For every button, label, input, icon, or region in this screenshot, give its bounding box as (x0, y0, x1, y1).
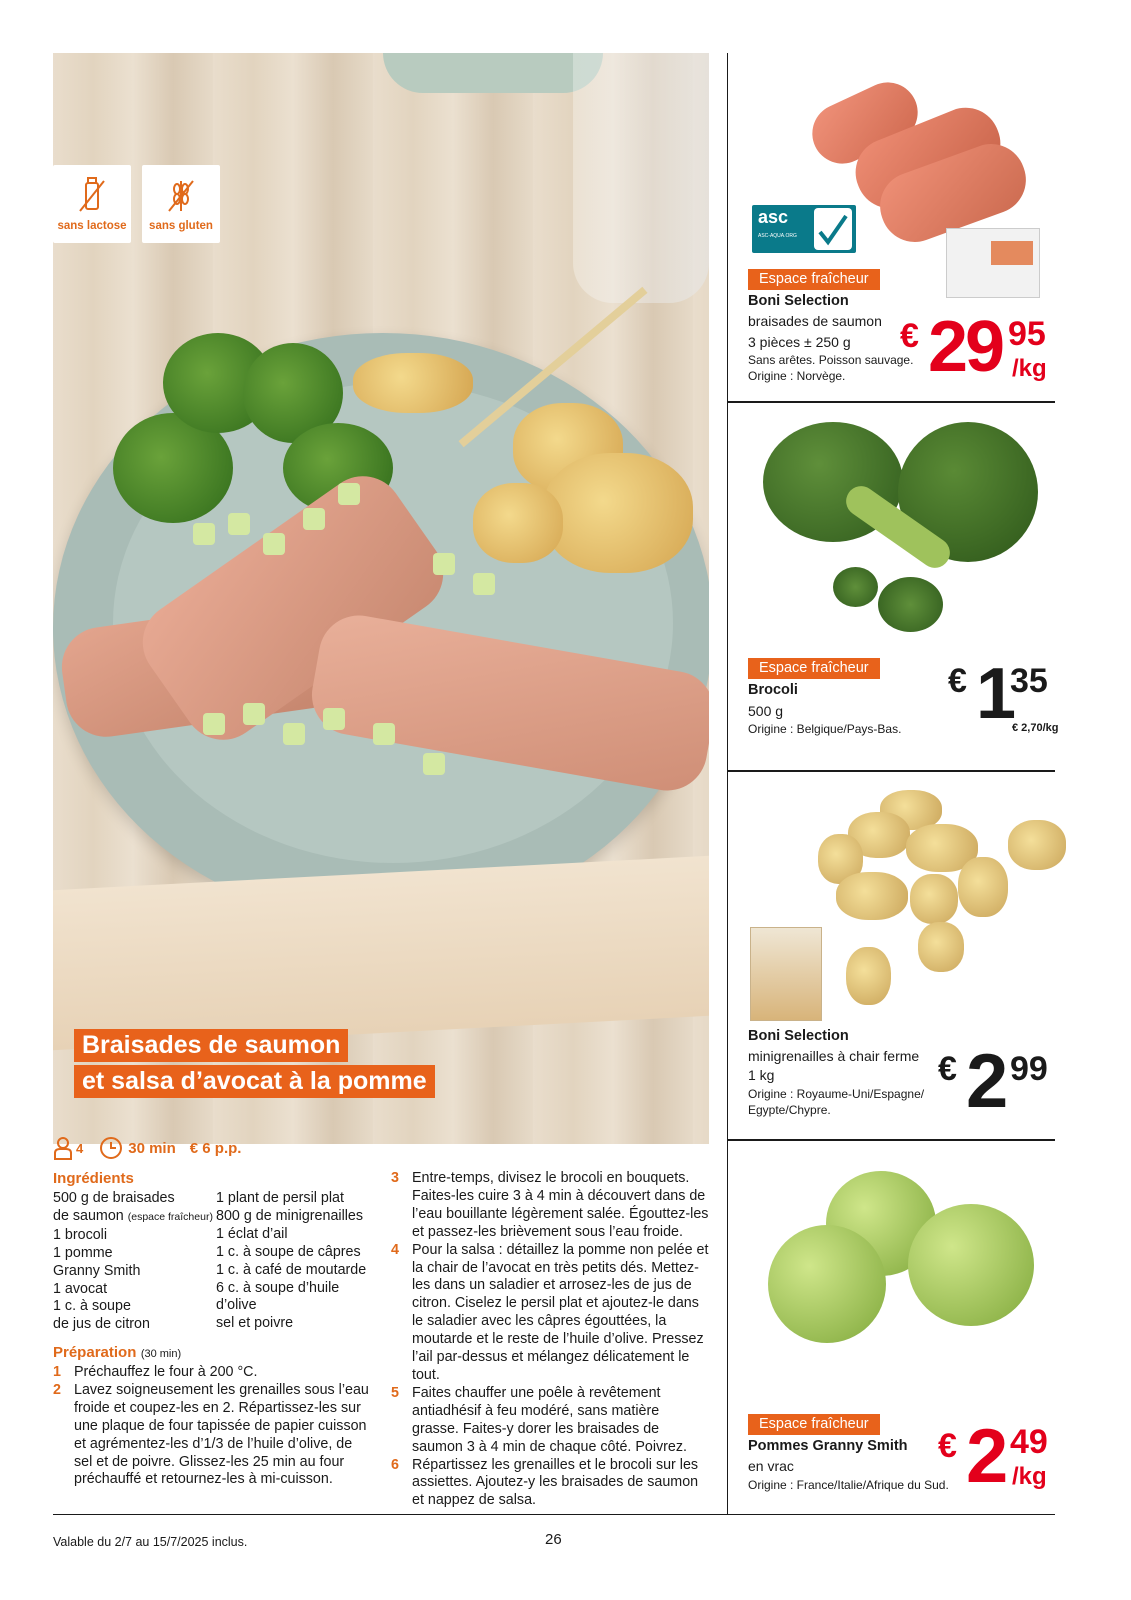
product-extra: Sans arêtes. Poisson sauvage. (748, 353, 914, 367)
footer-divider (53, 1514, 1055, 1515)
apple-shape (908, 1204, 1034, 1326)
salsa-dice (323, 708, 345, 730)
product-origin: Origine : France/Italie/Afrique du Sud. (748, 1478, 949, 1492)
person-icon (53, 1136, 73, 1160)
product-tag: Espace fraîcheur (748, 269, 880, 290)
ingredient: 1 c. à soupe (53, 1298, 131, 1315)
product-quantity: 1 kg (748, 1067, 775, 1083)
fish-check-icon (814, 208, 852, 250)
badge-label: sans lactose (57, 220, 127, 232)
product-origin: Origine : Norvège. (748, 369, 846, 383)
product-quantity: 500 g (748, 703, 784, 719)
price-decimals: 99 (1010, 1050, 1048, 1088)
salsa-dice (263, 533, 285, 555)
product-origin: Origine : Royaume-Uni/Espagne/ (748, 1087, 925, 1101)
price-currency: € (900, 317, 919, 355)
product-quantity: 3 pièces ± 250 g (748, 334, 851, 350)
cost-per-person: € 6 p.p. (189, 1139, 242, 1157)
ingredients-list-2 (216, 1190, 381, 1333)
salmon-package-shape (946, 228, 1040, 298)
ingredients-heading: Ingrédients (53, 1170, 134, 1187)
ingredient: d’olive (216, 1297, 257, 1314)
step: 5 Faites chauffer une poêle à revêtement antiadhésif à feu modéré, sans matière grasse. Faites-y dorer les braisades de saumon 3 à 4 min de chaque côté. Poivrez. (391, 1384, 687, 1455)
price-integer: 2 (966, 1414, 1006, 1499)
salsa-dice (473, 573, 495, 595)
product-potatoes (728, 772, 1055, 1140)
price-decimals: 35 (1010, 662, 1048, 700)
product-apples (728, 1141, 1055, 1513)
product-name: braisades de saumon (748, 313, 882, 329)
salsa-dice (338, 483, 360, 505)
ingredient: 1 brocoli (53, 1226, 108, 1243)
validity-text: Valable du 2/7 au 15/7/2025 inclus. (53, 1535, 248, 1549)
bowl-shape (383, 53, 603, 93)
price-currency: € (938, 1427, 957, 1465)
no-milk-icon (78, 177, 106, 213)
salsa-dice (303, 508, 325, 530)
product-name: minigrenailles à chair ferme (748, 1048, 920, 1064)
product-brand: Boni Selection (748, 1028, 849, 1044)
ingredient: 6 c. à soupe d’huile (216, 1279, 340, 1296)
asc-logo: asc ASC-AQUA.ORG (752, 205, 856, 253)
ingredient: 1 c. à soupe de câpres (216, 1243, 361, 1260)
ingredient: 1 pomme (53, 1244, 113, 1261)
potato-shape (836, 872, 908, 920)
prep-time: 30 min (128, 1139, 176, 1157)
salsa-dice (373, 723, 395, 745)
ingredient: 800 g de minigrenailles (216, 1207, 364, 1224)
salsa-dice (433, 553, 455, 575)
price-unit: /kg (1012, 1463, 1047, 1490)
price-decimals: 95 (1008, 315, 1046, 353)
ingredient: de jus de citron (53, 1316, 150, 1333)
servings-count: 4 (76, 1140, 84, 1156)
price-decimals: 49 (1010, 1423, 1048, 1461)
step: 6 Répartissez les grenailles et le brocoli sur les assiettes. Ajoutez-y les braisades de saumon et nappez de salsa. (391, 1456, 699, 1509)
potato-shape (910, 874, 958, 924)
preparation-heading: Préparation (30 min) (53, 1344, 182, 1361)
price-currency: € (938, 1050, 957, 1088)
potato-shape (958, 857, 1008, 917)
clock-icon (99, 1136, 123, 1160)
ingredient: sel et poivre (216, 1315, 294, 1332)
ingredient: 1 plant de persil plat (216, 1190, 344, 1206)
salsa-dice (423, 753, 445, 775)
salsa-dice (203, 713, 225, 735)
recipe-title (74, 1030, 435, 1096)
napkin-shape (53, 856, 709, 1050)
product-brand: Brocoli (748, 682, 798, 698)
salsa-dice (228, 513, 250, 535)
no-wheat-icon (167, 177, 195, 213)
salsa-dice (193, 523, 215, 545)
badge-label: sans gluten (149, 220, 213, 232)
recipe-meta (53, 1134, 241, 1162)
recipe-title-line2: et salsa d’avocat à la pomme (74, 1065, 435, 1098)
broccoli-shape (878, 577, 943, 632)
product-brand: Boni Selection (748, 293, 849, 309)
salsa-dice (283, 723, 305, 745)
potato-shape (846, 947, 891, 1005)
ingredient-note: (espace fraîcheur) (127, 1210, 213, 1223)
unit-price: € 2,70/kg (1012, 722, 1059, 734)
step: 4 Pour la salsa : détaillez la pomme non pelée et la chair de l’avocat en très petits dés. Mettez-les dans un saladier et arrosez-les de jus de citron. Ciselez le persil plat et ajoutez-le dans le saladier avec les câpres égouttées, la moutarde et le reste de l’huile d’olive. Pressez l’ail par-dessus et mélangez délicatement le tout. (391, 1241, 709, 1383)
ingredient: de saumon (espace fraîcheur) (53, 1207, 213, 1224)
potato-bag-shape (750, 927, 822, 1021)
product-broccoli (728, 402, 1059, 770)
page-number: 26 (545, 1531, 562, 1548)
broccoli-shape (833, 567, 878, 607)
potato-shape (543, 453, 693, 573)
ingredient: 1 c. à café de moutarde (216, 1261, 367, 1278)
price-integer: 29 (928, 307, 1003, 387)
salsa-dice (243, 703, 265, 725)
product-tag: Espace fraîcheur (748, 1414, 880, 1435)
potato-shape (473, 483, 563, 563)
product-quantity: en vrac (748, 1458, 794, 1474)
product-origin: Origine : Belgique/Pays-Bas. (748, 722, 902, 736)
price-integer: 2 (966, 1039, 1006, 1124)
ingredient: 1 avocat (53, 1280, 108, 1297)
price-unit: /kg (1012, 355, 1047, 382)
ingredient: Granny Smith (53, 1262, 141, 1279)
steps-right (391, 1170, 709, 1510)
badge-gluten-free (142, 165, 220, 243)
glass-shape (573, 53, 709, 303)
price-currency: € (948, 662, 967, 700)
potato-shape (918, 922, 964, 972)
product-salmon (728, 53, 1055, 401)
potato-shape (1008, 820, 1066, 870)
apple-shape (768, 1225, 886, 1343)
step: 3 Entre-temps, divisez le brocoli en bouquets. Faites-les cuire 3 à 4 min à découvert dans de l’eau bouillante légèrement salée. Égouttez-les et passez-les brièvement sous l’eau froide. (391, 1170, 709, 1240)
product-brand: Pommes Granny Smith (748, 1438, 908, 1454)
ingredient: 1 éclat d’ail (216, 1225, 288, 1242)
steps-left (53, 1364, 373, 1489)
ingredient: 500 g de braisades (53, 1190, 175, 1206)
preparation-time: (30 min) (140, 1348, 182, 1360)
price-integer: 1 (976, 654, 1014, 734)
step: 1 Préchauffez le four à 200 °C. (53, 1364, 258, 1380)
potato-shape (353, 353, 473, 413)
product-origin-2: Egypte/Chypre. (748, 1103, 831, 1117)
badge-lactose-free (53, 165, 131, 243)
recipe-title-line1: Braisades de saumon (74, 1029, 348, 1062)
step: 2 Lavez soigneusement les grenailles sous l’eau froide et coupez-les en 2. Répartissez-les sur une plaque de four tapissée de papier cuisson et agrémentez-les d’1/3 de l’huile d’olive, de sel et de poivre. Glissez-les 25 min au four préchauffé et retournez-les à mi-cuisson. (53, 1381, 369, 1488)
ingredients-list-1 (53, 1190, 218, 1334)
product-tag: Espace fraîcheur (748, 658, 880, 679)
